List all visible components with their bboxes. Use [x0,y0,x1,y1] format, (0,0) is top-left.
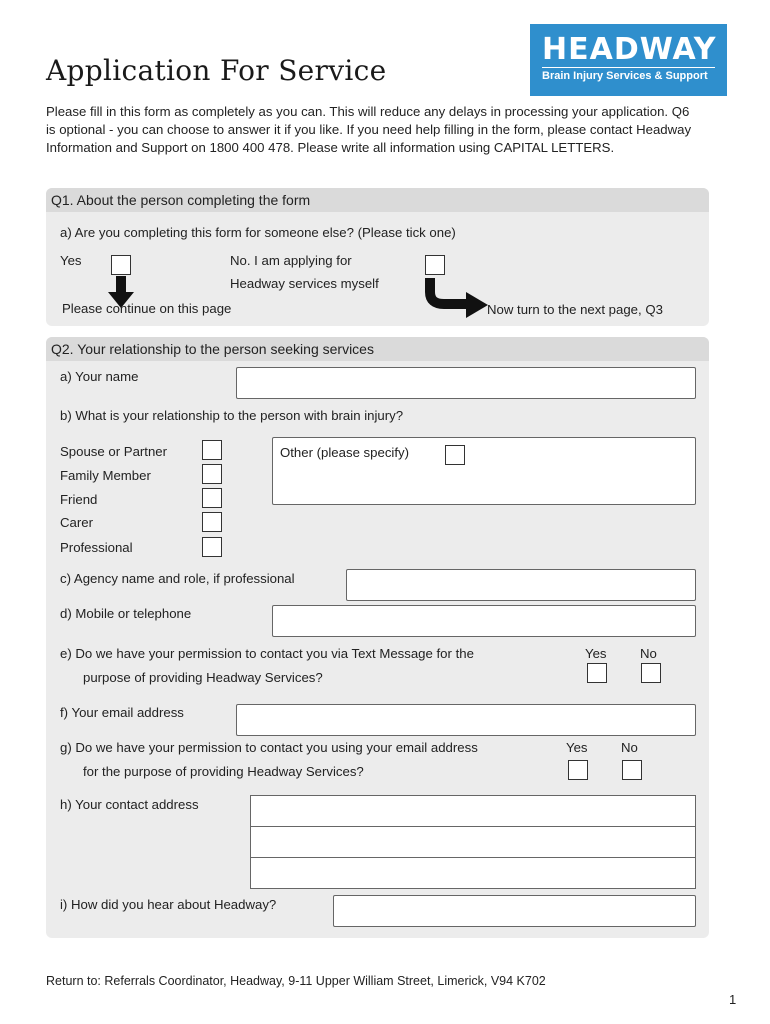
other-checkbox[interactable] [445,445,465,465]
relationship-spouse-checkbox[interactable] [202,440,222,460]
page-title: Application For Service [46,54,387,87]
q2b-label: b) What is your relationship to the person with brain injury? [60,408,404,423]
q2g-no-label: No [621,740,638,755]
logo-rule [542,67,715,68]
your-name-field[interactable] [236,367,696,399]
q2e-no-label: No [640,646,657,661]
relationship-spouse-label: Spouse or Partner [60,444,168,459]
other-specify-field[interactable] [272,437,696,505]
q1-continue-text: Please continue on this page [62,301,232,316]
email-field[interactable] [236,704,696,736]
logo-brand: HEADWAY [542,32,717,67]
relationship-family-label: Family Member [60,468,151,483]
q2e-yes-label: Yes [585,646,607,661]
q2-section [46,337,709,938]
q2g-line2: for the purpose of providing Headway Services? [83,764,364,779]
other-label: Other (please specify) [280,445,409,460]
q1-section [46,188,709,326]
email-permission-yes-checkbox[interactable] [568,760,588,780]
relationship-professional-label: Professional [60,540,133,555]
q1-heading: Q1. About the person completing the form [46,188,709,212]
q1a-question: a) Are you completing this form for someone else? (Please tick one) [60,225,456,240]
q2g-line1: g) Do we have your permission to contact you using your email address [60,740,478,755]
address-line1-field[interactable] [250,795,696,827]
q2h-label: h) Your contact address [60,797,199,812]
relationship-carer-label: Carer [60,515,93,530]
q1-yes-label: Yes [60,253,82,268]
email-permission-no-checkbox[interactable] [622,760,642,780]
address-line3-field[interactable] [250,857,696,889]
address-line2-field[interactable] [250,826,696,858]
q2a-label: a) Your name [60,369,139,384]
agency-role-field[interactable] [346,569,696,601]
q1-no-checkbox[interactable] [425,255,445,275]
q1-no-label-line1: No. I am applying for [230,253,352,268]
q2g-yes-label: Yes [566,740,588,755]
relationship-friend-checkbox[interactable] [202,488,222,508]
sms-permission-no-checkbox[interactable] [641,663,661,683]
page-number: 1 [729,992,737,1007]
arrow-turn-right-icon [424,278,490,322]
q2i-label: i) How did you hear about Headway? [60,897,277,912]
relationship-family-checkbox[interactable] [202,464,222,484]
logo-tagline: Brain Injury Services & Support [542,70,708,82]
intro-text: Please fill in this form as completely as you can. This will reduce any delays in processing your application. Q6 is optional - you can choose to answer it if you like. If you need help filling in the form, please contact Headway Information and Support on 1800 400 478. Please write all information using CAPITAL LETTERS. [46,104,692,155]
q2e-line2: purpose of providing Headway Services? [83,670,323,685]
q1-no-label-line2: Headway services myself [230,276,379,291]
heard-about-field[interactable] [333,895,696,927]
q2d-label: d) Mobile or telephone [60,606,192,621]
q1-yes-checkbox[interactable] [111,255,131,275]
q1-next-text: Now turn to the next page, Q3 [487,302,663,317]
phone-field[interactable] [272,605,696,637]
q2e-line1: e) Do we have your permission to contact you via Text Message for the [60,646,474,661]
return-address: Return to: Referrals Coordinator, Headway, 9-11 Upper William Street, Limerick, V94 K702 [46,974,546,988]
relationship-friend-label: Friend [60,492,98,507]
q2-heading: Q2. Your relationship to the person seeking services [46,337,709,361]
sms-permission-yes-checkbox[interactable] [587,663,607,683]
q2c-label: c) Agency name and role, if professional [60,571,295,586]
relationship-carer-checkbox[interactable] [202,512,222,532]
relationship-professional-checkbox[interactable] [202,537,222,557]
headway-logo [530,24,727,96]
q2f-label: f) Your email address [60,705,184,720]
